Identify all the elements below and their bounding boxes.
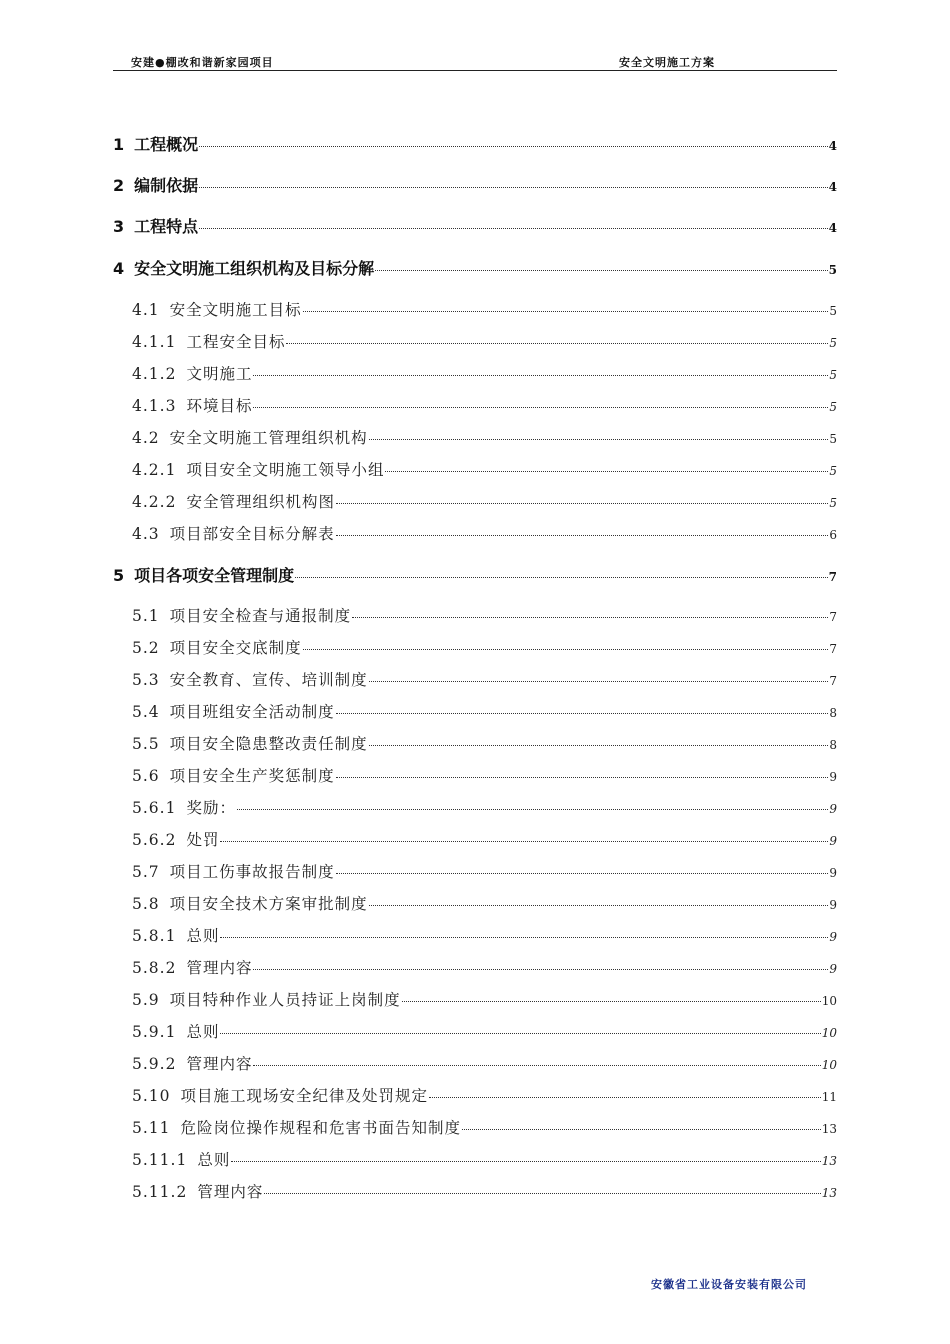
toc-dot-leader [352, 617, 828, 618]
toc-entry-title: 项目特种作业人员持证上岗制度 [169, 991, 401, 1009]
toc-dot-leader [336, 873, 829, 874]
toc-entry-page: 9 [829, 930, 837, 944]
toc-entry-number: 4.1.1 [132, 333, 177, 351]
toc-entry[interactable] [113, 563, 837, 586]
toc-entry-title: 工程安全目标 [186, 333, 286, 351]
toc-entry-page: 9 [829, 898, 837, 912]
toc-entry-page: 5 [829, 496, 837, 510]
toc-entry-title: 编制依据 [134, 176, 199, 195]
header-document-title: 安全文明施工方案 [619, 56, 715, 69]
toc-entry[interactable] [132, 956, 837, 978]
toc-entry-title: 安全文明施工组织机构及目标分解 [134, 259, 375, 278]
toc-entry-page: 9 [829, 962, 837, 976]
toc-entry-number: 5.10 [132, 1087, 171, 1105]
toc-dot-leader [220, 1033, 820, 1034]
toc-entry-title: 环境目标 [186, 397, 253, 415]
toc-entry-number: 5.11.1 [132, 1151, 188, 1169]
toc-entry-number: 5.7 [132, 863, 160, 881]
toc-entry-number: 5.8.2 [132, 959, 177, 977]
toc-entry-number: 4.1.3 [132, 397, 177, 415]
toc-entry-title: 项目各项安全管理制度 [134, 566, 295, 585]
toc-entry-title: 项目安全检查与通报制度 [169, 607, 352, 625]
toc-entry-page: 10 [821, 994, 837, 1008]
toc-entry[interactable] [132, 362, 837, 384]
toc-entry-title: 管理内容 [186, 1055, 253, 1073]
toc-dot-leader [199, 146, 827, 147]
toc-entry-page: 8 [829, 738, 837, 752]
toc-entry-page: 4 [828, 221, 837, 235]
toc-dot-leader [402, 1001, 821, 1002]
toc-entry[interactable] [132, 924, 837, 946]
toc-entry[interactable] [132, 732, 837, 754]
footer-company-name: 安徽省工业设备安装有限公司 [651, 1278, 807, 1291]
toc-entry[interactable] [132, 490, 837, 512]
toc-entry-number: 4.1.2 [132, 365, 177, 383]
toc-entry-page: 13 [821, 1122, 837, 1136]
toc-entry-page: 10 [821, 1026, 837, 1040]
toc-entry-title: 项目部安全目标分解表 [169, 525, 335, 543]
toc-entry-title: 安全文明施工目标 [169, 301, 302, 319]
toc-entry-title: 项目安全隐患整改责任制度 [169, 735, 368, 753]
toc-dot-leader [369, 745, 829, 746]
toc-entry[interactable] [132, 604, 837, 626]
toc-entry-page: 5 [829, 464, 837, 478]
toc-entry[interactable] [132, 426, 837, 448]
toc-entry-number: 5.6.2 [132, 831, 177, 849]
toc-entry-number: 5.6 [132, 767, 160, 785]
toc-dot-leader [369, 681, 829, 682]
toc-dot-leader [199, 228, 827, 229]
toc-entry-page: 9 [829, 834, 837, 848]
toc-dot-leader [429, 1097, 821, 1098]
toc-dot-leader [336, 535, 829, 536]
toc-dot-leader [369, 439, 829, 440]
toc-entry[interactable] [132, 522, 837, 544]
toc-dot-leader [303, 649, 829, 650]
toc-entry-page: 5 [829, 336, 837, 350]
toc-entry-page: 5 [829, 368, 837, 382]
toc-dot-leader [295, 577, 827, 578]
toc-dot-leader [462, 1129, 821, 1130]
toc-entry-number: 4.2.2 [132, 493, 177, 511]
toc-entry-page: 9 [829, 770, 837, 784]
toc-dot-leader [336, 503, 828, 504]
toc-entry-number: 5.9.1 [132, 1023, 177, 1041]
toc-entry[interactable] [132, 298, 837, 320]
toc-dot-leader [253, 1065, 820, 1066]
toc-entry[interactable] [132, 828, 837, 850]
toc-entry-title: 项目施工现场安全纪律及处罚规定 [180, 1087, 429, 1105]
toc-dot-leader [303, 311, 829, 312]
toc-entry-page: 5 [829, 432, 837, 446]
toc-entry-number: 5.4 [132, 703, 160, 721]
toc-entry-number: 5.6.1 [132, 799, 177, 817]
toc-entry[interactable] [132, 860, 837, 882]
toc-entry-title: 安全管理组织机构图 [186, 493, 335, 511]
toc-entry-title: 安全文明施工管理组织机构 [169, 429, 368, 447]
toc-entry[interactable] [113, 214, 837, 237]
toc-entry-title: 项目安全技术方案审批制度 [169, 895, 368, 913]
toc-entry-page: 9 [829, 802, 837, 816]
toc-entry-number: 5.8 [132, 895, 160, 913]
toc-entry-number: 5.9.2 [132, 1055, 177, 1073]
toc-entry-page: 6 [829, 528, 837, 542]
toc-dot-leader [369, 905, 829, 906]
toc-entry-title: 文明施工 [186, 365, 253, 383]
toc-entry-number: 5.5 [132, 735, 160, 753]
toc-entry-number: 5.2 [132, 639, 160, 657]
toc-entry-number: 5.11 [132, 1119, 171, 1137]
toc-entry-title: 项目安全交底制度 [169, 639, 302, 657]
toc-entry[interactable] [132, 458, 837, 480]
toc-entry-page: 10 [821, 1058, 837, 1072]
toc-entry-page: 8 [829, 706, 837, 720]
toc-entry[interactable] [132, 1116, 837, 1138]
toc-entry[interactable] [132, 1148, 837, 1170]
toc-entry-title: 项目安全生产奖惩制度 [169, 767, 335, 785]
toc-entry-page: 5 [828, 263, 837, 277]
toc-dot-leader [336, 777, 829, 778]
toc-entry-number: 5.9 [132, 991, 160, 1009]
toc-entry-page: 13 [821, 1154, 837, 1168]
toc-entry-number: 5.1 [132, 607, 160, 625]
toc-entry[interactable] [113, 256, 837, 279]
toc-dot-leader [237, 809, 828, 810]
toc-entry[interactable] [132, 796, 837, 818]
page-header [113, 52, 837, 71]
toc-dot-leader [253, 407, 828, 408]
toc-entry[interactable] [132, 892, 837, 914]
toc-dot-leader [286, 343, 828, 344]
toc-entry-title: 管理内容 [186, 959, 253, 977]
toc-entry[interactable] [132, 330, 837, 352]
toc-entry-title: 奖励： [186, 799, 236, 817]
toc-entry[interactable] [132, 1180, 837, 1202]
toc-entry-page: 13 [821, 1186, 837, 1200]
toc-entry-page: 7 [828, 570, 837, 584]
toc-entry-number: 1 [113, 135, 125, 154]
toc-dot-leader [385, 471, 828, 472]
toc-entry-title: 危险岗位操作规程和危害书面告知制度 [180, 1119, 462, 1137]
toc-entry[interactable] [132, 636, 837, 658]
toc-entry-number: 5.8.1 [132, 927, 177, 945]
toc-entry-page: 5 [829, 400, 837, 414]
toc-entry-title: 项目工伤事故报告制度 [169, 863, 335, 881]
toc-entry-page: 11 [821, 1090, 837, 1104]
toc-entry-number: 5.11.2 [132, 1183, 188, 1201]
toc-dot-leader [220, 841, 828, 842]
toc-entry-number: 4.3 [132, 525, 160, 543]
toc-dot-leader [375, 270, 827, 271]
toc-entry-number: 4 [113, 259, 125, 278]
toc-entry[interactable] [132, 1052, 837, 1074]
toc-entry-number: 4.1 [132, 301, 160, 319]
toc-entry-title: 项目安全文明施工领导小组 [186, 461, 385, 479]
toc-entry-page: 7 [829, 610, 837, 624]
toc-entry-page: 4 [828, 139, 837, 153]
toc-entry-page: 7 [829, 674, 837, 688]
toc-entry-page: 4 [828, 180, 837, 194]
toc-entry[interactable] [113, 132, 837, 155]
toc-entry-number: 2 [113, 176, 125, 195]
toc-entry-title: 总则 [186, 927, 220, 945]
toc-entry-title: 工程概况 [134, 135, 199, 154]
toc-entry-title: 安全教育、宣传、培训制度 [169, 671, 368, 689]
toc-entry-title: 总则 [186, 1023, 220, 1041]
toc-entry[interactable] [132, 394, 837, 416]
toc-entry-title: 工程特点 [134, 217, 199, 236]
toc-dot-leader [253, 375, 828, 376]
toc-entry-number: 5 [113, 566, 125, 585]
toc-entry-page: 5 [829, 304, 837, 318]
toc-entry-page: 9 [829, 866, 837, 880]
toc-entry[interactable] [132, 988, 837, 1010]
toc-dot-leader [231, 1161, 820, 1162]
toc-entry[interactable] [113, 173, 837, 196]
toc-entry-title: 管理内容 [197, 1183, 264, 1201]
toc-entry-title: 处罚 [186, 831, 220, 849]
toc-entry-title: 总则 [197, 1151, 231, 1169]
toc-entry[interactable] [132, 764, 837, 786]
toc-dot-leader [264, 1193, 820, 1194]
toc-dot-leader [253, 969, 828, 970]
toc-entry[interactable] [132, 1084, 837, 1106]
toc-entry-number: 4.2 [132, 429, 160, 447]
toc-entry-number: 3 [113, 217, 125, 236]
toc-dot-leader [336, 713, 829, 714]
toc-entry-title: 项目班组安全活动制度 [169, 703, 335, 721]
toc-entry-number: 4.2.1 [132, 461, 177, 479]
toc-entry-page: 7 [829, 642, 837, 656]
toc-entry-number: 5.3 [132, 671, 160, 689]
toc-entry[interactable] [132, 1020, 837, 1042]
toc-entry[interactable] [132, 668, 837, 690]
header-project-name: 安建●棚改和谐新家园项目 [131, 56, 274, 69]
toc-dot-leader [220, 937, 828, 938]
toc-entry[interactable] [132, 700, 837, 722]
toc-dot-leader [199, 187, 827, 188]
